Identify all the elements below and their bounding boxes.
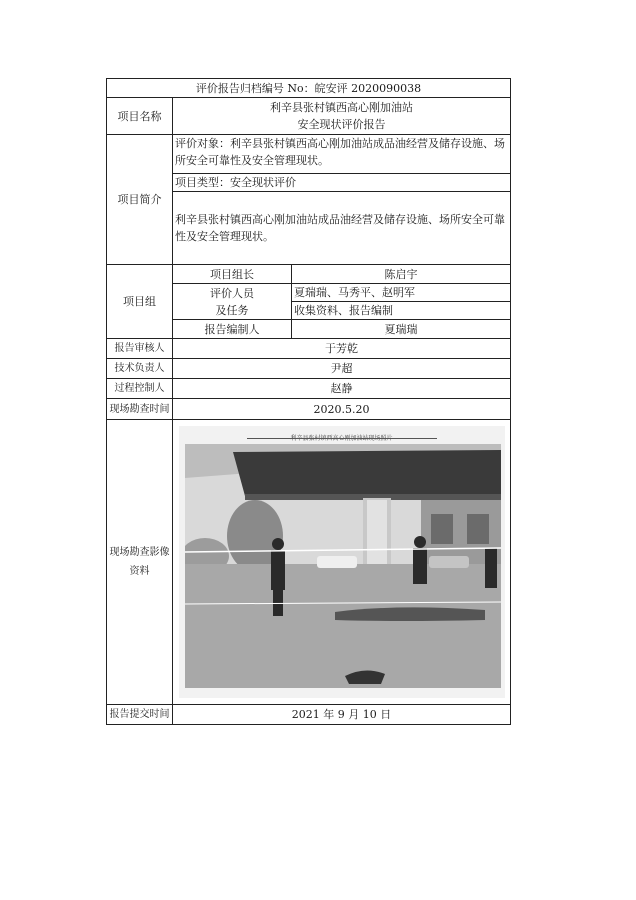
tech-value: 尹超 xyxy=(173,359,511,379)
photo-scene xyxy=(185,444,501,688)
photo-caption: 利辛县张村镇西高心刚加油站现场照片 xyxy=(290,435,393,442)
team-row-leader xyxy=(107,265,511,284)
photo-cell xyxy=(173,420,511,705)
evaluators-label-line2: 及任务 xyxy=(215,303,249,317)
project-name-row xyxy=(107,98,511,135)
leader-label: 项目组长 xyxy=(173,265,292,284)
task-value: 收集资料、报告编制 xyxy=(292,302,511,320)
survey-time-label: 现场勘查时间 xyxy=(107,399,173,420)
gas-station-photo-image xyxy=(185,444,501,688)
eval-object-text: 评价对象：利辛县张村镇西高心刚加油站成品油经营及储存设施、场所安全可靠性及安全管理现状。 xyxy=(173,135,511,174)
project-name-line2: 安全现状评价报告 xyxy=(297,118,386,131)
evaluators-label xyxy=(173,284,292,320)
evaluators-label-line1: 评价人员 xyxy=(210,286,254,300)
tech-row xyxy=(107,359,511,379)
submit-value: 2021 年 9 月 10 日 xyxy=(173,705,511,725)
tech-label: 技术负责人 xyxy=(107,359,173,379)
project-name-value xyxy=(173,98,511,135)
photo-label xyxy=(107,420,173,705)
process-value: 赵静 xyxy=(173,379,511,399)
report-table xyxy=(106,78,511,725)
author-value: 夏瑞瑞 xyxy=(292,320,511,339)
evaluators-value: 夏瑞瑞、马秀平、赵明军 xyxy=(292,284,511,302)
author-label: 报告编制人 xyxy=(173,320,292,339)
photo-row xyxy=(107,420,511,705)
photo-label-line1: 现场勘查影像 xyxy=(109,547,170,558)
site-photo xyxy=(179,426,505,698)
photo-caption-rule xyxy=(247,438,437,439)
survey-time-row xyxy=(107,399,511,420)
reviewer-value: 于芳乾 xyxy=(173,339,511,359)
archive-number: 评价报告归档编号 No：皖安评 2020090038 xyxy=(107,79,511,98)
intro-text: 利辛县张村镇西高心刚加油站成品油经营及储存设施、场所安全可靠性及安全管理现状。 xyxy=(173,192,511,265)
submit-row xyxy=(107,705,511,725)
archive-row xyxy=(107,79,511,98)
project-name-line1: 利辛县张村镇西高心刚加油站 xyxy=(270,101,414,114)
reviewer-label: 报告审核人 xyxy=(107,339,173,359)
intro-label: 项目简介 xyxy=(107,135,173,265)
survey-time-value: 2020.5.20 xyxy=(173,399,511,420)
project-name-label: 项目名称 xyxy=(107,98,173,135)
intro-row-object xyxy=(107,135,511,174)
process-row xyxy=(107,379,511,399)
reviewer-row xyxy=(107,339,511,359)
submit-label: 报告提交时间 xyxy=(107,705,173,725)
team-label: 项目组 xyxy=(107,265,173,339)
leader-value: 陈启宇 xyxy=(292,265,511,284)
photo-label-line2: 资料 xyxy=(129,566,150,577)
project-type-text: 项目类型：安全现状评价 xyxy=(173,174,511,192)
report-sheet xyxy=(106,78,510,725)
process-label: 过程控制人 xyxy=(107,379,173,399)
